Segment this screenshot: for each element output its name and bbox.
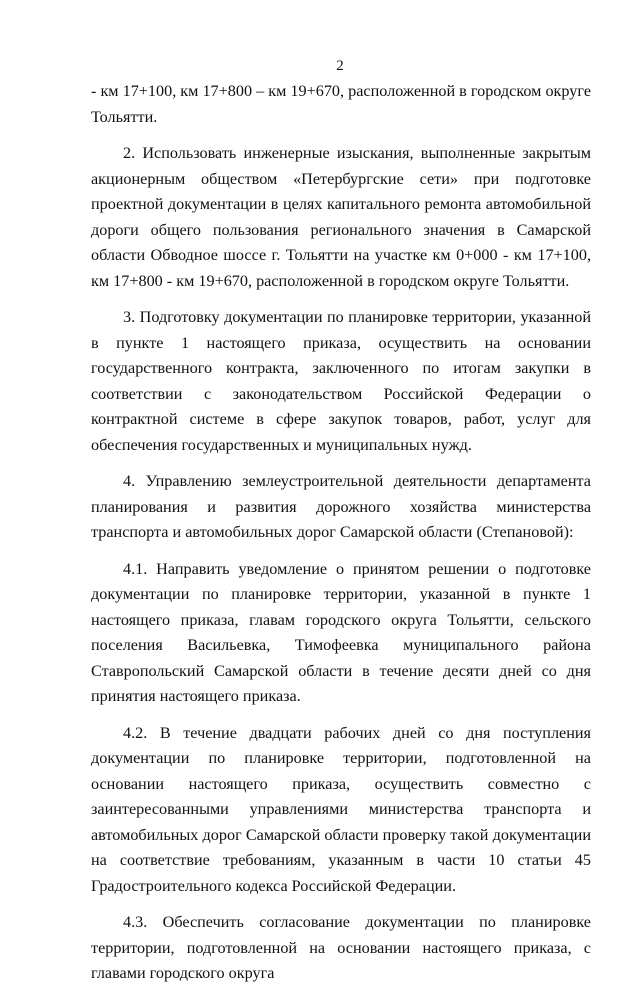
paragraph-continuation: - км 17+100, км 17+800 – км 19+670, расположенной в городском округе Тольятти.: [91, 82, 591, 126]
paragraph-item-3: 3. Подготовку документации по планировке территории, указанной в пункте 1 настоящего приказа, осуществить на основании государственного контракта, заключенного по итогам закупки в соответствии с законодательством Российской Федерации о контрактной системе в сфере закупок товаров, работ, услуг для обеспечения государственных и муниципальных нужд.: [91, 308, 591, 454]
page-number: 2: [336, 58, 344, 74]
document-body: [91, 79, 591, 998]
paragraph-item-4-2: 4.2. В течение двадцати рабочих дней со дня поступления документации по планировке территории, подготовленной на основании настоящего приказа, осуществить совместно с заинтересованными управлениями министерства транспорта и автомобильных дорог Самарской области проверку такой документации на соответствие требованиям, указанным в части 10 статьи 45 Градостроительного кодекса Российской Федерации.: [91, 723, 591, 895]
paragraph-item-4: 4. Управлению землеустроительной деятельности департамента планирования и развития дорожного хозяйства министерства транспорта и автомобильных дорог Самарской области (Степановой):: [91, 472, 591, 541]
paragraph-item-2: 2. Использовать инженерные изыскания, выполненные закрытым акционерным обществом «Петербургские сети» при подготовке проектной документации в целях капитального ремонта автомобильной дороги общего пользования регионального значения в Самарской области Обводное шоссе г. Тольятти на участке км 0+000 - км 17+100, км 17+800 - км 19+670, расположенной в городском округе Тольятти.: [91, 144, 591, 290]
paragraph-item-4-1: 4.1. Направить уведомление о принятом решении о подготовке документации по планировке территории, указанной в пункте 1 настоящего приказа, главам городского округа Тольятти, сельского поселения Васильевка, Тимофеевка муниципального района Ставропольский Самарской области в течение десяти дней со дня принятия настоящего приказа.: [91, 559, 591, 705]
paragraph-item-4-3: 4.3. Обеспечить согласование документации по планировке территории, подготовленной на основании настоящего приказа, с главами городского округа: [91, 913, 591, 982]
